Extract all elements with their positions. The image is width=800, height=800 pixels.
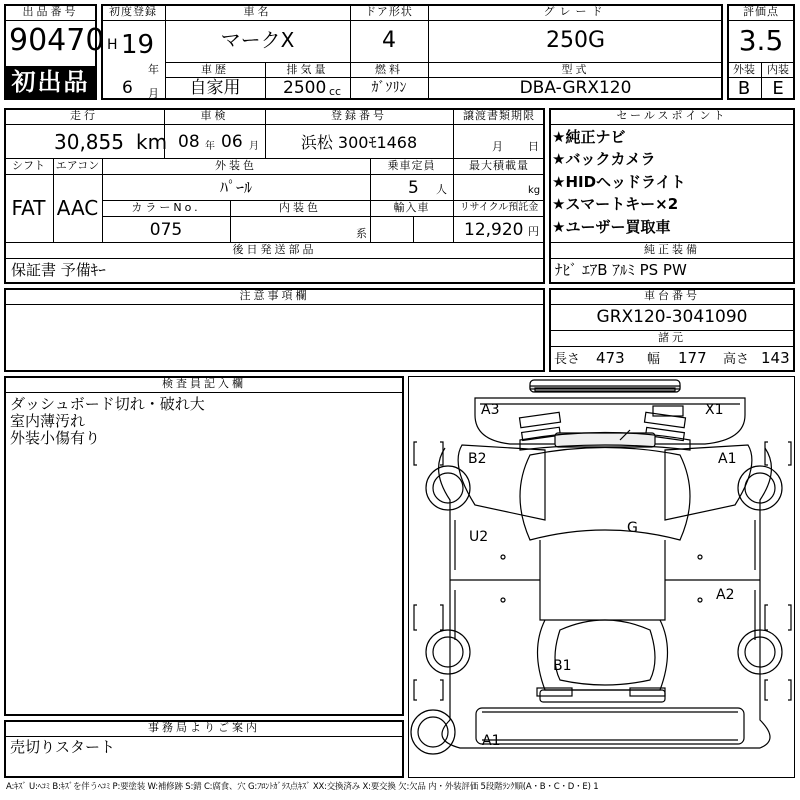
height: 143 <box>761 349 790 367</box>
ext-label: 外装 <box>733 63 755 76</box>
insp-month-unit: 月 <box>249 141 259 152</box>
damage-mark: U2 <box>469 529 489 545</box>
width: 177 <box>678 349 707 367</box>
damage-mark: B1 <box>553 658 572 674</box>
fuel: ｶﾞｿﾘﾝ <box>371 80 407 96</box>
load-label: 最大積載量 <box>469 159 529 172</box>
cc-unit: cc <box>329 85 342 98</box>
mileage: 30,855 <box>54 130 124 154</box>
inspector-label: 検査員記入欄 <box>162 377 246 390</box>
score: 3.5 <box>738 24 784 57</box>
lot-label: 出品番号 <box>22 5 79 18</box>
shift: FAT <box>11 196 46 220</box>
sales-point: ★スマートキー×2 <box>552 195 679 213</box>
grade-label: グレード <box>543 5 608 18</box>
door-label: ドア形状 <box>365 5 413 18</box>
damage-mark: A1 <box>482 733 501 749</box>
grade: 250G <box>545 28 606 53</box>
chassis-number: GRX120-3041090 <box>596 307 748 327</box>
era: H <box>107 37 118 53</box>
chassis-label: 車台番号 <box>644 289 700 302</box>
year-unit: 年 <box>148 63 159 76</box>
model-label: 型式 <box>561 63 590 76</box>
color-label: 外装色 <box>215 159 257 172</box>
insp-month: 06 <box>221 132 243 152</box>
office-text: 売切りスタート <box>10 738 116 756</box>
equipment: ﾅﾋﾞ ｴｱB ｱﾙﾐ PS PW <box>555 261 687 279</box>
history-label: 車歴 <box>201 63 229 76</box>
later-parts-label: 後日発送部品 <box>232 243 317 256</box>
spec-label: 諸元 <box>658 331 686 344</box>
displacement: 2500 <box>283 78 327 98</box>
km-unit: km <box>136 130 168 154</box>
ac-label: エアコン <box>55 159 100 172</box>
capacity-label: 乗車定員 <box>387 159 436 172</box>
sales-point: ★純正ナビ <box>552 128 626 146</box>
insp-year-unit: 年 <box>205 141 215 152</box>
diagram-box <box>408 376 795 778</box>
recycle-label: リサイクル預託金 <box>459 202 539 213</box>
damage-mark: G <box>627 520 638 536</box>
lot-number: 90470 <box>9 23 105 58</box>
int-label: 内装 <box>767 63 789 76</box>
sales-point: ★ユーザー買取車 <box>552 218 671 236</box>
recycle: 12,920 <box>464 220 524 240</box>
model: DBA-GRX120 <box>519 78 632 98</box>
transfer-label: 譲渡書類期限 <box>463 109 535 122</box>
color-no-label: カラーNo. <box>131 201 201 214</box>
transfer-day-unit: 日 <box>528 140 539 153</box>
int-grade: E <box>772 78 784 99</box>
first-reg-label: 初度登録 <box>109 5 157 18</box>
interior-unit: 系 <box>356 227 367 240</box>
inspector-line: 室内薄汚れ <box>10 412 86 430</box>
ac: AAC <box>56 196 99 220</box>
name-label: 車名 <box>243 5 272 18</box>
damage-mark: A3 <box>481 402 500 418</box>
capacity: 5 <box>408 178 419 198</box>
sales-point: ★バックカメラ <box>552 150 656 168</box>
sales-label: セールスポイント <box>616 109 728 122</box>
legend: A:ｷｽﾞ U:ﾍｺﾐ B:ｷｽﾞを伴うﾍｺﾐ P:要塗装 W:補修跡 S:錆 C:腐食、穴 G:ﾌﾛﾝﾄｶﾞﾗｽ点ｷｽﾞ XX:交換済み X:要交換 欠:欠品 内・外装評価 5段階ﾗﾝｸ順(A・B・C・D・E) 1 <box>6 782 599 792</box>
interior-label: 内装色 <box>279 201 321 214</box>
damage-mark: X1 <box>705 402 724 418</box>
capacity-unit: 人 <box>436 183 447 196</box>
first-listing-badge: 初出品 <box>6 66 95 98</box>
damage-mark: B2 <box>468 451 487 467</box>
insp-year: 08 <box>178 132 200 152</box>
import-label: 輸入車 <box>393 201 430 214</box>
yen-unit: 円 <box>528 225 539 238</box>
inspection-label: 車検 <box>200 109 229 122</box>
history: 自家用 <box>189 78 241 98</box>
shift-label: シフト <box>12 159 45 172</box>
displacement-label: 排気量 <box>286 63 329 76</box>
reg-month: 6 <box>122 78 133 98</box>
damage-mark: A1 <box>718 451 737 467</box>
reg-year: 19 <box>121 30 155 60</box>
office-label: 事務局よりご案内 <box>148 721 260 734</box>
car-name: マークX <box>220 28 295 52</box>
inspector-line: 外装小傷有り <box>10 429 101 447</box>
length-label: 長さ <box>554 352 581 367</box>
damage-mark: A2 <box>716 587 735 603</box>
fuel-label: 燃料 <box>375 63 403 76</box>
length: 473 <box>596 349 625 367</box>
later-parts: 保証書 予備ｷｰ <box>11 261 106 279</box>
color: ﾊﾟｰﾙ <box>219 178 252 197</box>
inspector-line: ダッシュボード切れ・破れ大 <box>10 395 205 413</box>
mileage-label: 走行 <box>70 109 98 122</box>
plate-label: 登録番号 <box>331 109 387 122</box>
notes-label: 注意事項欄 <box>239 289 310 302</box>
month-unit: 月 <box>148 87 159 100</box>
plate: 浜松 300ﾓ1468 <box>300 133 418 152</box>
equipment-label: 純正装備 <box>644 243 700 256</box>
width-label: 幅 <box>647 352 661 367</box>
load-unit: kg <box>528 185 541 196</box>
transfer-month-unit: 月 <box>492 140 503 153</box>
score-label: 評価点 <box>743 5 779 18</box>
ext-grade: B <box>737 78 751 99</box>
sales-point: ★HIDヘッドライト <box>552 173 686 191</box>
doors: 4 <box>382 28 396 53</box>
color-no: 075 <box>149 220 183 240</box>
height-label: 高さ <box>723 352 750 367</box>
